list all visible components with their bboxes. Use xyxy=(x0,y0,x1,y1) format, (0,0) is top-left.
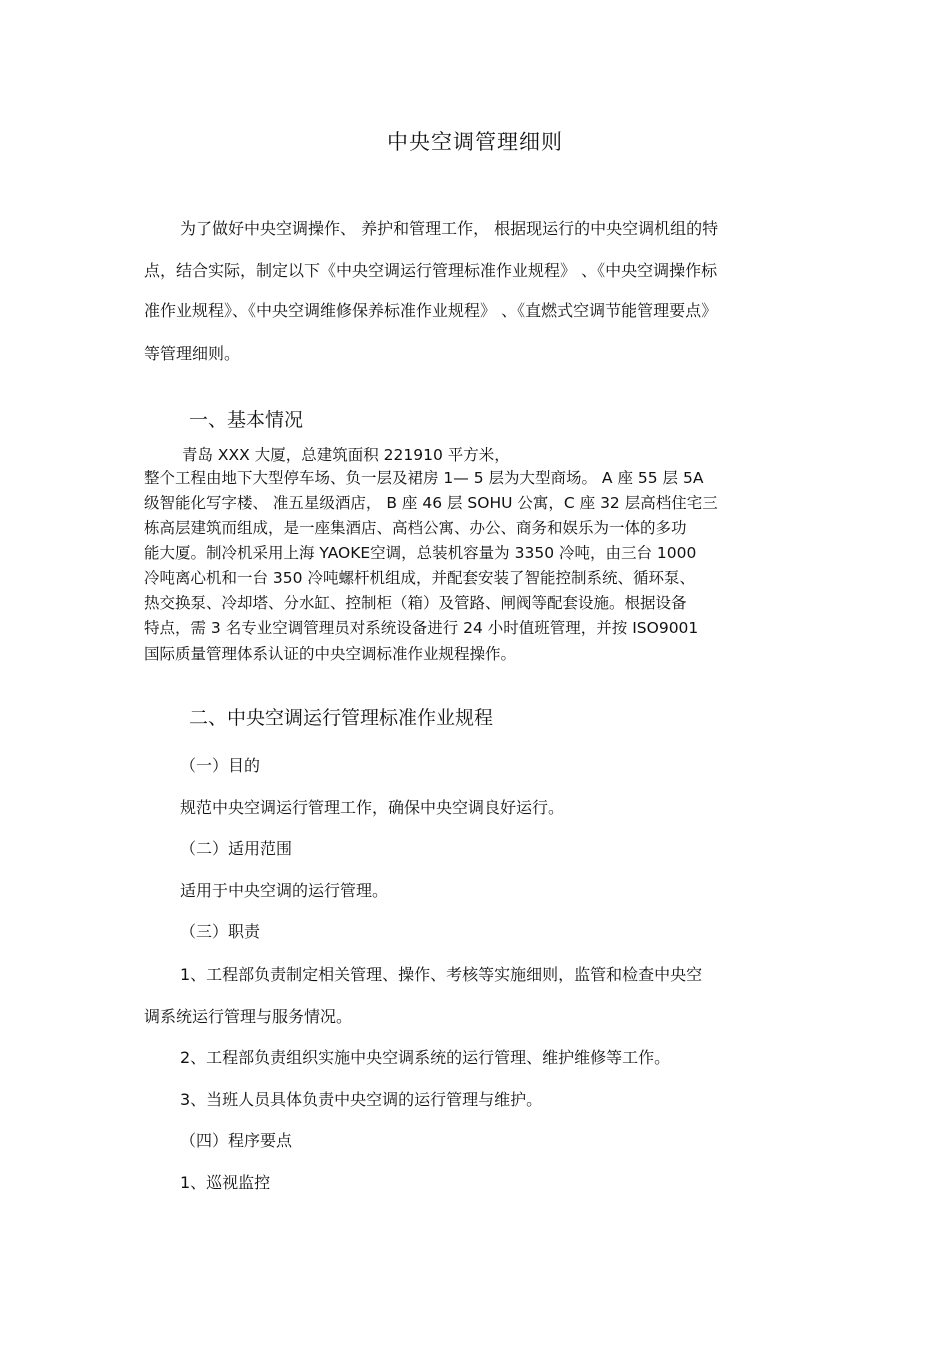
body-line: 1、工程部负责制定相关管理、操作、考核等实施细则，监管和检查中央空 xyxy=(180,965,703,984)
body-line: 规范中央空调运行管理工作，确保中央空调良好运行。 xyxy=(180,798,565,817)
body-line: 能大厦。制冷机采用上海 YAOKE空调，总装机容量为 3350 冷吨，由三台 1000 xyxy=(144,544,697,562)
subsection-label: （四）程序要点 xyxy=(180,1131,293,1150)
body-line: 国际质量管理体系认证的中央空调标准作业规程操作。 xyxy=(144,645,517,663)
body-line: 热交换泵、冷却塔、分水缸、控制柜（箱）及管路、闸阀等配套设施。根据设备 xyxy=(144,594,687,612)
intro-line: 等管理细则。 xyxy=(144,344,241,363)
intro-line: 准作业规程》、《中央空调维修保养标准作业规程》 、《直燃式空调节能管理要点》 xyxy=(144,301,718,320)
body-line: 栋高层建筑而组成，是一座集酒店、高档公寓、办公、商务和娱乐为一体的多功 xyxy=(144,519,687,537)
subsection-label: （二）适用范围 xyxy=(180,839,293,858)
body-line: 特点，需 3 名专业空调管理员对系统设备进行 24 小时值班管理，并按 ISO9001 xyxy=(144,619,699,637)
body-line: 适用于中央空调的运行管理。 xyxy=(180,881,389,900)
section-heading: 二、中央空调运行管理标准作业规程 xyxy=(189,707,494,729)
subsection-label: （一）目的 xyxy=(180,756,261,775)
body-line: 2、工程部负责组织实施中央空调系统的运行管理、维护维修等工作。 xyxy=(180,1048,671,1067)
body-line: 级智能化写字楼、 准五星级酒店， B 座 46 层 SOHU 公寓，C 座 32 层高档住宅三 xyxy=(144,494,718,512)
subsection-label: （三）职责 xyxy=(180,922,261,941)
intro-line: 点，结合实际，制定以下《中央空调运行管理标准作业规程》 、《中央空调操作标 xyxy=(144,261,718,280)
intro-line: 为了做好中央空调操作、 养护和管理工作， 根据现运行的中央空调机组的特 xyxy=(180,219,719,238)
body-line: 1、巡视监控 xyxy=(180,1173,271,1192)
section-heading: 一、基本情况 xyxy=(189,409,304,431)
body-line: 调系统运行管理与服务情况。 xyxy=(144,1007,353,1026)
document-title: 中央空调管理细则 xyxy=(387,130,563,154)
body-line: 冷吨离心机和一台 350 冷吨螺杆机组成，并配套安装了智能控制系统、循环泵、 xyxy=(144,569,695,587)
body-line: 整个工程由地下大型停车场、负一层及裙房 1— 5 层为大型商场。 A 座 55 层 5A xyxy=(144,469,704,487)
body-line: 3、当班人员具体负责中央空调的运行管理与维护。 xyxy=(180,1090,543,1109)
body-line: 青岛 XXX 大厦，总建筑面积 221910 平方米， xyxy=(182,446,510,464)
